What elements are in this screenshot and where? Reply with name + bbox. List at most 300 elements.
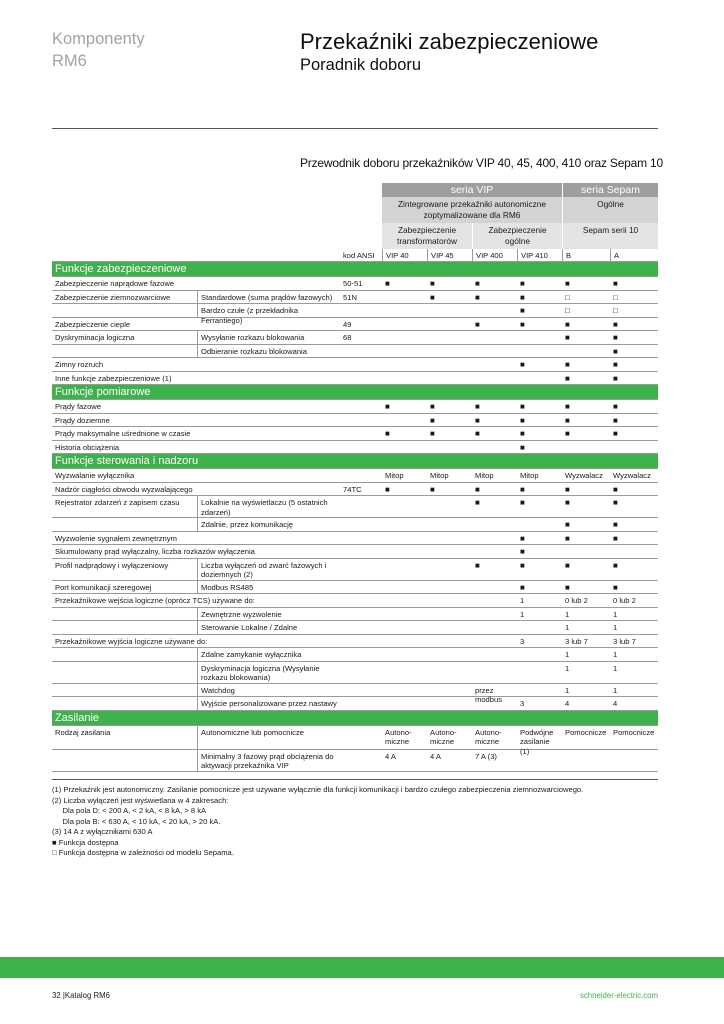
row-sublabel: Wyjście personalizowane przez nastawy (197, 697, 340, 710)
value-cell: ■ (613, 429, 618, 438)
value-cell: Mitop (385, 471, 404, 480)
value-cell (472, 441, 517, 454)
value-cell (382, 594, 427, 607)
value-cell (427, 304, 472, 317)
value-cell: ■ (520, 547, 525, 556)
value-cell: ■ (613, 498, 618, 507)
table-row (52, 518, 658, 532)
value-cell: 0 lub 2 (613, 596, 636, 605)
value-cell (427, 372, 472, 385)
col-vip45: VIP 45 (427, 249, 472, 261)
row-label (52, 662, 197, 683)
value-cell (427, 331, 472, 344)
value-cell (427, 635, 472, 648)
row-label: Przekaźnikowe wyjścia logiczne używane do: (55, 636, 208, 646)
row-sublabel: Lokalnie na wyświetlaczu (5 ostatnich zdarzeń) (197, 496, 340, 517)
sepam-desc: Ogólne (562, 197, 658, 223)
value-cell (427, 518, 472, 531)
value-cell (472, 594, 517, 607)
table-row (52, 469, 658, 483)
footnote: ■ Funkcja dostępna (52, 837, 119, 847)
value-cell: ■ (430, 429, 435, 438)
value-cell: 4 A (385, 751, 396, 761)
value-cell: ■ (565, 373, 570, 383)
value-cell: 1 (565, 685, 570, 695)
side-title-line1: Komponenty (52, 30, 145, 48)
value-cell: 4 (565, 699, 570, 708)
value-cell: 3 lub 7 (613, 636, 636, 646)
value-cell (427, 318, 472, 331)
value-cell (517, 750, 562, 771)
row-sublabel: Odbieranie rozkazu blokowania (197, 345, 340, 358)
table-row (52, 318, 658, 332)
value-cell: 1 (565, 609, 570, 619)
footnotes (52, 785, 658, 859)
value-cell (382, 532, 427, 545)
row-label: Historia obciążenia (55, 442, 120, 452)
value-cell: ■ (565, 333, 570, 342)
value-cell (427, 559, 472, 580)
value-cell: ■ (385, 429, 390, 438)
page-title: Przekaźniki zabezpieczeniowe (300, 29, 599, 54)
value-cell (610, 750, 658, 771)
value-cell: 1 (565, 663, 570, 673)
row-label: Prądy doziemne (55, 415, 110, 425)
row-sublabel: Zdalne zamykanie wyłącznika (197, 648, 340, 661)
footnote: (3) 14 A z wyłącznikami 630 A (52, 827, 153, 836)
row-label (52, 750, 197, 771)
value-cell (382, 441, 427, 454)
value-cell (472, 358, 517, 371)
value-cell (472, 635, 517, 648)
table-row (52, 594, 658, 608)
value-cell: ■ (520, 360, 525, 369)
value-cell: ■ (520, 292, 525, 302)
value-cell (472, 581, 517, 594)
value-cell (382, 545, 427, 558)
value-cell (427, 594, 472, 607)
footer-band (0, 957, 724, 978)
sepam-series-header: seria Sepam (562, 183, 658, 197)
value-cell (382, 331, 427, 344)
row-label: Zabezpieczenie cieple (55, 319, 131, 329)
side-title (52, 28, 145, 72)
value-cell: ■ (613, 484, 618, 494)
footnote-divider (52, 779, 658, 780)
value-cell (472, 608, 517, 621)
value-cell (517, 331, 562, 344)
section-header: Funkcje sterowania i nadzoru (52, 454, 658, 469)
value-cell (382, 662, 427, 683)
value-cell: ■ (565, 402, 570, 411)
value-cell (427, 358, 472, 371)
value-cell: 1 (565, 650, 570, 659)
value-cell: ■ (613, 319, 618, 329)
ansi-code: 51N (343, 292, 357, 302)
value-cell: ■ (475, 560, 480, 570)
sepam10-header: Sepam serii 10 (562, 223, 658, 249)
table-row (52, 441, 658, 455)
value-cell: ■ (520, 582, 525, 592)
value-cell (472, 532, 517, 545)
table-row (52, 559, 658, 581)
value-cell: 1 (520, 609, 525, 619)
row-label: Skumulowany prąd wyłączalny, liczba rozkazów wyłączenia (55, 547, 255, 556)
row-sublabel: Dyskryminacja logiczna (Wysyłanie rozkazu blokowania) (197, 662, 340, 683)
value-cell: ■ (475, 402, 480, 411)
value-cell: ■ (430, 292, 435, 302)
value-cell: ■ (475, 319, 480, 329)
value-cell: 0 lub 2 (565, 596, 588, 605)
row-label: Inne funkcje zabezpieczeniowe (1) (55, 373, 172, 383)
value-cell: ■ (520, 429, 525, 438)
value-cell (382, 621, 427, 634)
table-row (52, 532, 658, 546)
value-cell (472, 331, 517, 344)
value-cell (427, 697, 472, 710)
value-cell (472, 545, 517, 558)
value-cell (382, 318, 427, 331)
value-cell: Autono-miczne (430, 727, 457, 746)
value-cell (517, 662, 562, 683)
value-cell: ■ (613, 533, 618, 543)
value-cell: ■ (430, 279, 435, 288)
value-cell (382, 559, 427, 580)
table-row (52, 697, 658, 711)
row-label (52, 697, 197, 710)
row-sublabel: Zdalnie, przez komunikację (197, 518, 340, 531)
value-cell (472, 697, 517, 710)
row-sublabel: Autonomiczne lub pomocnicze (197, 726, 340, 749)
value-cell: ■ (613, 402, 618, 411)
value-cell: ■ (565, 415, 570, 425)
side-title-line2: RM6 (52, 52, 87, 70)
value-cell: ■ (520, 402, 525, 411)
footnote: Dla pola D: < 200 A, < 2 kA, < 8 kA, > 8 kA (52, 806, 207, 815)
value-cell: ■ (565, 360, 570, 369)
header-columns-row (52, 249, 658, 262)
value-cell: ■ (565, 533, 570, 543)
ansi-code: 49 (343, 319, 352, 329)
vip-series-header: seria VIP (382, 183, 562, 197)
footnote: □ Funkcja dostępna w zależności od modelu Sepama. (52, 848, 234, 857)
table-row (52, 662, 658, 684)
value-cell: ■ (565, 429, 570, 438)
value-cell: Mitop (520, 471, 539, 480)
row-label: Wyzwolenie sygnałem zewnętrznym (55, 533, 177, 543)
value-cell: 3 (520, 699, 525, 708)
value-cell (427, 684, 472, 697)
row-label: Port komunikacji szeregowej (55, 582, 152, 592)
row-sublabel: Standardowe (suma prądów fazowych) (197, 291, 340, 304)
header-series-row (52, 183, 658, 197)
row-sublabel: Bardzo czułe (z przekładnika Ferrantiego) (197, 304, 340, 317)
value-cell (427, 662, 472, 683)
value-cell (610, 545, 658, 558)
table-row (52, 372, 658, 386)
footnote: (1) Przekaźnik jest autonomiczny. Zasilanie pomocnicze jest używane wyłącznie dla funkcji komunikacji i bardzo czułego zabezpieczenia ziemnozwarciowego. (52, 785, 584, 794)
value-cell: ■ (520, 442, 525, 452)
value-cell: ■ (385, 279, 390, 288)
value-cell: 1 (613, 663, 618, 673)
value-cell: 4 (613, 699, 618, 708)
value-cell (472, 372, 517, 385)
value-cell (472, 648, 517, 661)
table-row (52, 545, 658, 559)
value-cell (562, 441, 610, 454)
row-label: Zimny rozruch (55, 360, 104, 369)
value-cell: 1 (613, 609, 618, 619)
value-cell: Wyzwalacz (565, 471, 603, 480)
value-cell: Autono-miczne (385, 727, 412, 746)
value-cell (382, 496, 427, 517)
value-cell: ■ (520, 560, 525, 570)
value-cell: ■ (565, 582, 570, 592)
vip-general-header: Zabezpieczenie ogólne (472, 223, 562, 249)
row-sublabel: Wysyłanie rozkazu blokowania (197, 331, 340, 344)
value-cell (382, 581, 427, 594)
value-cell (427, 496, 472, 517)
section-header: Funkcje zabezpieczeniowe (52, 262, 658, 277)
row-label (52, 345, 197, 358)
col-sepam-b: B (562, 249, 610, 261)
table-row (52, 427, 658, 441)
value-cell: ■ (520, 279, 525, 288)
value-cell (472, 304, 517, 317)
value-cell: ■ (520, 319, 525, 329)
value-cell (382, 684, 427, 697)
value-cell (517, 345, 562, 358)
value-cell (517, 684, 562, 697)
ansi-code: 68 (343, 333, 352, 342)
value-cell: ■ (385, 402, 390, 411)
section-header: Zasilanie (52, 711, 658, 726)
row-sublabel: Minimalny 3 fazowy prąd obciążenia do aktywacji przekaźnika VIP (197, 750, 340, 771)
value-cell (517, 518, 562, 531)
col-vip400: VIP 400 (472, 249, 517, 261)
value-cell: ■ (385, 484, 390, 494)
col-vip410: VIP 410 (517, 249, 562, 261)
value-cell: Wyzwalacz (613, 471, 651, 480)
website-link[interactable]: schneider-electric.com (580, 991, 658, 1000)
row-label: Przekaźnikowe wejścia logiczne (oprócz TCS) używane do: (55, 596, 255, 605)
value-cell (382, 635, 427, 648)
guide-title: Przewodnik doboru przekaźników VIP 40, 45, 400, 410 oraz Sepam 10 (300, 156, 664, 170)
footnote: (2) Liczba wyłączeń jest wyświetlana w 4 zakresach: (52, 795, 229, 805)
value-cell (382, 304, 427, 317)
table-row (52, 648, 658, 662)
ansi-code: 74TC (343, 484, 362, 494)
value-cell (427, 581, 472, 594)
value-cell: 1 (613, 650, 618, 659)
table-row (52, 358, 658, 372)
value-cell: ■ (475, 484, 480, 494)
value-cell: Autono-miczne (475, 727, 502, 746)
value-cell: 3 (520, 636, 525, 646)
row-label: Zabezpieczenie naprądowe fazowe (55, 279, 175, 288)
vip-transformer-header: Zabezpieczenie transformatorów (382, 223, 472, 249)
value-cell: Podwójne zasilanie (1) (520, 727, 554, 756)
section-header: Funkcje pomiarowe (52, 385, 658, 400)
table-row (52, 291, 658, 305)
value-cell: przez modbus (475, 685, 503, 704)
value-cell: Mitop (430, 471, 449, 480)
value-cell (382, 648, 427, 661)
value-cell (472, 518, 517, 531)
value-cell: ■ (565, 484, 570, 494)
value-cell (382, 358, 427, 371)
value-cell (517, 621, 562, 634)
value-cell: ■ (520, 533, 525, 543)
value-cell: ■ (565, 279, 570, 288)
value-cell: ■ (430, 415, 435, 425)
value-cell (562, 750, 610, 771)
value-cell: ■ (475, 498, 480, 507)
value-cell: ■ (475, 429, 480, 438)
value-cell (562, 345, 610, 358)
row-label (52, 621, 197, 634)
value-cell: ■ (613, 279, 618, 288)
value-cell (610, 441, 658, 454)
value-cell (517, 372, 562, 385)
table-row (52, 414, 658, 428)
table-row (52, 608, 658, 622)
value-cell (517, 648, 562, 661)
page-subtitle: Poradnik doboru (300, 56, 422, 74)
value-cell: 4 A (430, 751, 441, 761)
value-cell: ■ (520, 415, 525, 425)
col-sepam-a: A (610, 249, 658, 261)
header-group-row (52, 223, 658, 249)
value-cell (427, 545, 472, 558)
value-cell (427, 345, 472, 358)
value-cell: ■ (565, 520, 570, 529)
row-label (52, 648, 197, 661)
value-cell (382, 414, 427, 427)
value-cell: ■ (613, 360, 618, 369)
value-cell: ■ (520, 306, 525, 315)
value-cell (382, 608, 427, 621)
page-number: 32 |Katalog RM6 (52, 991, 110, 1000)
row-sublabel: Liczba wyłączeń od zwarć fazowych i doziemnych (2) (197, 559, 340, 580)
row-label: Rejestrator zdarzeń z zapisem czasu (55, 498, 180, 507)
value-cell (382, 345, 427, 358)
value-cell: Pomocnicze (565, 727, 607, 737)
row-label: Zabezpieczenie ziemnozwarciowe (55, 292, 171, 302)
value-cell (382, 372, 427, 385)
value-cell: 7 A (3) (475, 751, 497, 761)
row-label: Wyzwalanie wyłącznika (55, 471, 135, 480)
value-cell: 1 (613, 623, 618, 632)
value-cell: ■ (613, 333, 618, 342)
value-cell: ■ (520, 498, 525, 507)
value-cell: ■ (475, 415, 480, 425)
table-row (52, 345, 658, 359)
table-row (52, 635, 658, 649)
value-cell (562, 545, 610, 558)
table-row (52, 496, 658, 518)
top-divider (52, 128, 658, 129)
value-cell: ■ (475, 292, 480, 302)
value-cell: ■ (613, 415, 618, 425)
footnote: Dla pola B: < 630 A, < 10 kA, < 20 kA, > 20 kA. (52, 816, 221, 826)
table-row (52, 581, 658, 595)
row-label: Dyskryminacja logiczna (55, 333, 135, 342)
value-cell (427, 648, 472, 661)
value-cell: ■ (475, 279, 480, 288)
value-cell: □ (613, 306, 618, 315)
table-row (52, 621, 658, 635)
row-label: Prądy maksymalne uśrednione w czasie (55, 429, 191, 438)
table-row (52, 750, 658, 772)
value-cell (382, 697, 427, 710)
value-cell: ■ (613, 346, 618, 356)
value-cell (382, 291, 427, 304)
value-cell: ■ (565, 498, 570, 507)
value-cell (472, 662, 517, 683)
value-cell (427, 532, 472, 545)
table-row (52, 400, 658, 414)
value-cell (427, 608, 472, 621)
value-cell: 1 (565, 623, 570, 632)
value-cell: ■ (565, 319, 570, 329)
ansi-header: kod ANSI (343, 251, 375, 260)
row-sublabel: Zewnętrzne wyzwolenie (197, 608, 340, 621)
value-cell (427, 621, 472, 634)
value-cell (472, 621, 517, 634)
row-label: Profil nadprądowy i wyłączeniowy (55, 560, 169, 570)
value-cell (427, 441, 472, 454)
value-cell: ■ (565, 560, 570, 570)
selection-table (52, 183, 658, 772)
value-cell: ■ (613, 582, 618, 592)
header-desc-row (52, 197, 658, 223)
vip-desc: Zintegrowane przekaźniki autonomiczne zoptymalizowane dla RM6 (382, 197, 562, 223)
value-cell (472, 345, 517, 358)
row-label (52, 684, 197, 697)
row-label (52, 608, 197, 621)
value-cell: 1 (613, 685, 618, 695)
row-label: Rodzaj zasilania (55, 727, 111, 737)
value-cell: Pomocnicze (613, 727, 655, 737)
row-label (52, 304, 197, 317)
row-label: Prądy fazowe (55, 402, 102, 411)
value-cell: Mitop (475, 471, 494, 480)
value-cell: ■ (613, 560, 618, 570)
row-sublabel: Modbus RS485 (197, 581, 340, 594)
value-cell: □ (613, 292, 618, 302)
value-cell: □ (565, 292, 570, 302)
ansi-code: 50-51 (343, 279, 363, 288)
table-row (52, 331, 658, 345)
row-label: Nadzór ciągłości obwodu wyzwalającego (55, 484, 193, 494)
row-label (52, 518, 197, 531)
value-cell: ■ (613, 520, 618, 529)
value-cell: 1 (520, 596, 525, 605)
col-vip40: VIP 40 (382, 249, 427, 261)
value-cell: ■ (613, 373, 618, 383)
table-row (52, 483, 658, 497)
value-cell: □ (565, 306, 570, 315)
value-cell (382, 518, 427, 531)
row-sublabel: Watchdog (197, 684, 340, 697)
table-row (52, 277, 658, 291)
value-cell: ■ (520, 484, 525, 494)
value-cell: ■ (430, 484, 435, 494)
value-cell: 3 lub 7 (565, 636, 588, 646)
value-cell: ■ (430, 402, 435, 411)
row-sublabel: Sterowanie Lokalne / Zdalne (197, 621, 340, 634)
